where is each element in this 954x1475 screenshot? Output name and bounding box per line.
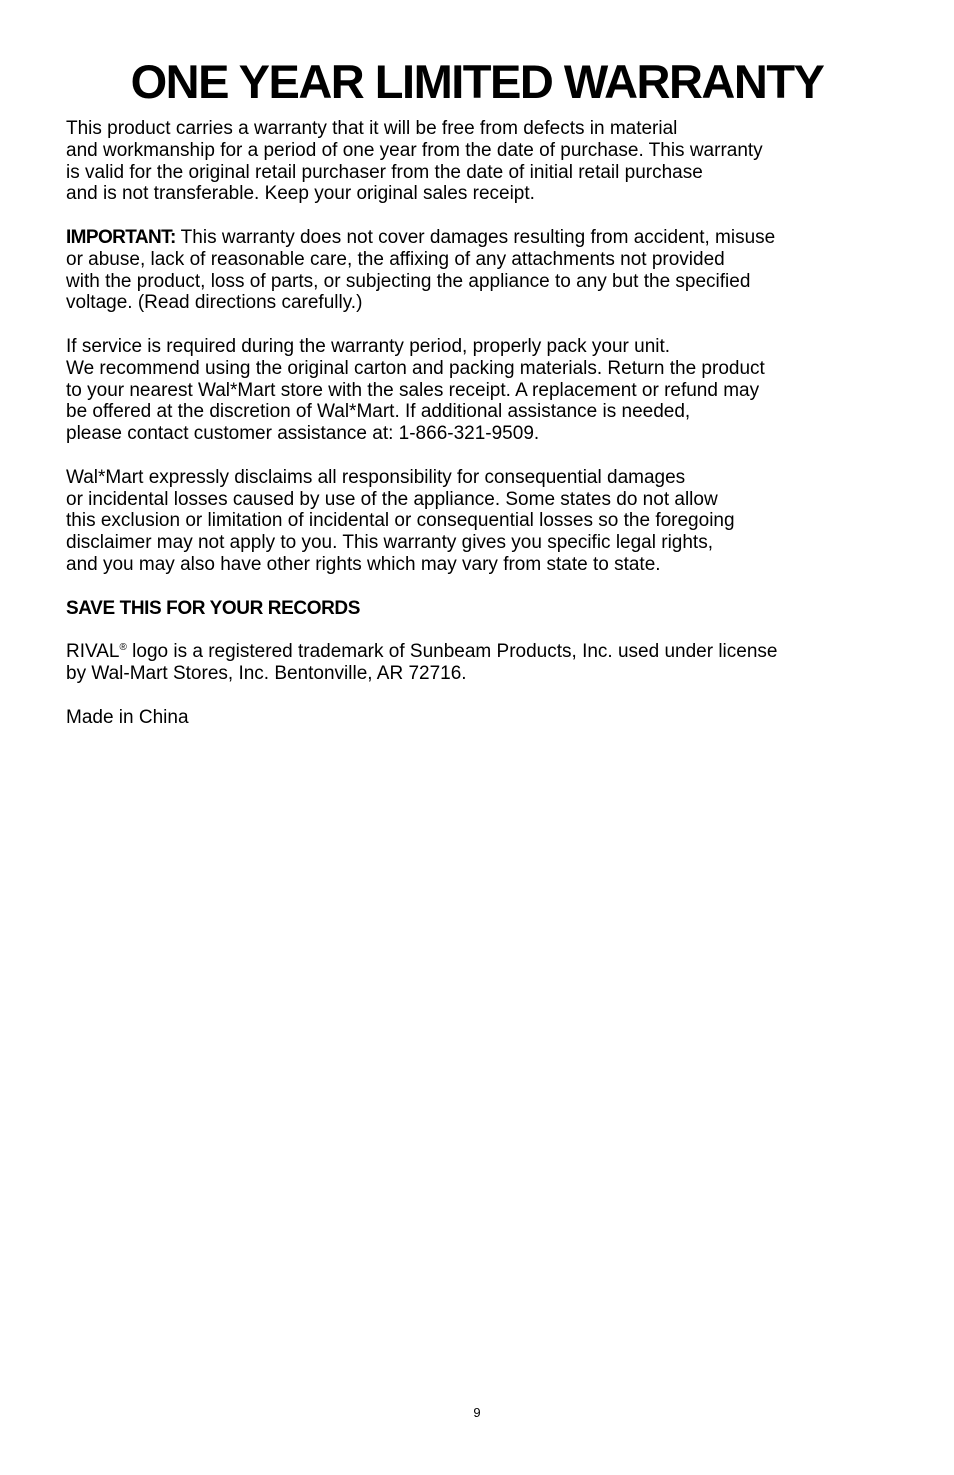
service-paragraph (66, 336, 896, 445)
text-line: voltage. (Read directions carefully.) (66, 292, 363, 314)
important-notice-paragraph (66, 227, 896, 314)
text-line: and you may also have other rights which may vary from state to state. (66, 553, 661, 575)
trademark-paragraph (66, 641, 896, 685)
text-line: This product carries a warranty that it will be free from defects in material (66, 118, 678, 139)
text-line: please contact customer assistance at: 1-866-321-9509. (66, 423, 540, 445)
text-line: and workmanship for a period of one year from the date of purchase. This warranty (66, 139, 763, 161)
text-line: We recommend using the original carton and packing materials. Return the product (66, 357, 765, 379)
text-line: Wal*Mart expressly disclaims all responsibility for consequential damages (66, 466, 686, 488)
text-line: If service is required during the warranty period, properly pack your unit. (66, 335, 671, 357)
text-line: by Wal-Mart Stores, Inc. Bentonville, AR 72716. (66, 662, 467, 684)
text-line: be offered at the discretion of Wal*Mart. If additional assistance is needed, (66, 401, 691, 423)
origin-paragraph (66, 707, 896, 729)
brand-name: RIVAL (66, 641, 120, 663)
text-line: or incidental losses caused by use of the appliance. Some states do not allow (66, 488, 718, 510)
text-line: and is not transferable. Keep your original sales receipt. (66, 183, 535, 205)
records-heading: SAVE THIS FOR YOUR RECORDS (66, 597, 360, 619)
page-number: 9 (473, 1405, 481, 1420)
warranty-content (66, 118, 896, 750)
text-line: with the product, loss of parts, or subjecting the appliance to any but the specified (66, 270, 751, 292)
text-line: is valid for the original retail purchaser from the date of initial retail purchase (66, 161, 703, 183)
made-in-china-text: Made in China (66, 706, 189, 728)
important-first-line: This warranty does not cover damages resulting from accident, misuse (175, 226, 776, 248)
text-line: disclaimer may not apply to you. This warranty gives you specific legal rights, (66, 532, 713, 554)
text-line: this exclusion or limitation of incidental or consequential losses so the foregoing (66, 510, 735, 532)
text-line (66, 227, 896, 249)
text-line: or abuse, lack of reasonable care, the affixing of any attachments not provided (66, 248, 725, 270)
text-line: to your nearest Wal*Mart store with the sales receipt. A replacement or refund may (66, 379, 760, 401)
registered-mark: ® (119, 642, 127, 654)
trademark-first-line: logo is a registered trademark of Sunbeam Products, Inc. used under license (126, 641, 778, 663)
warranty-coverage-paragraph (66, 118, 896, 205)
important-label: IMPORTANT: (66, 226, 176, 248)
page-title: ONE YEAR LIMITED WARRANTY (130, 55, 824, 108)
text-line (66, 641, 896, 663)
disclaimer-paragraph (66, 467, 896, 576)
